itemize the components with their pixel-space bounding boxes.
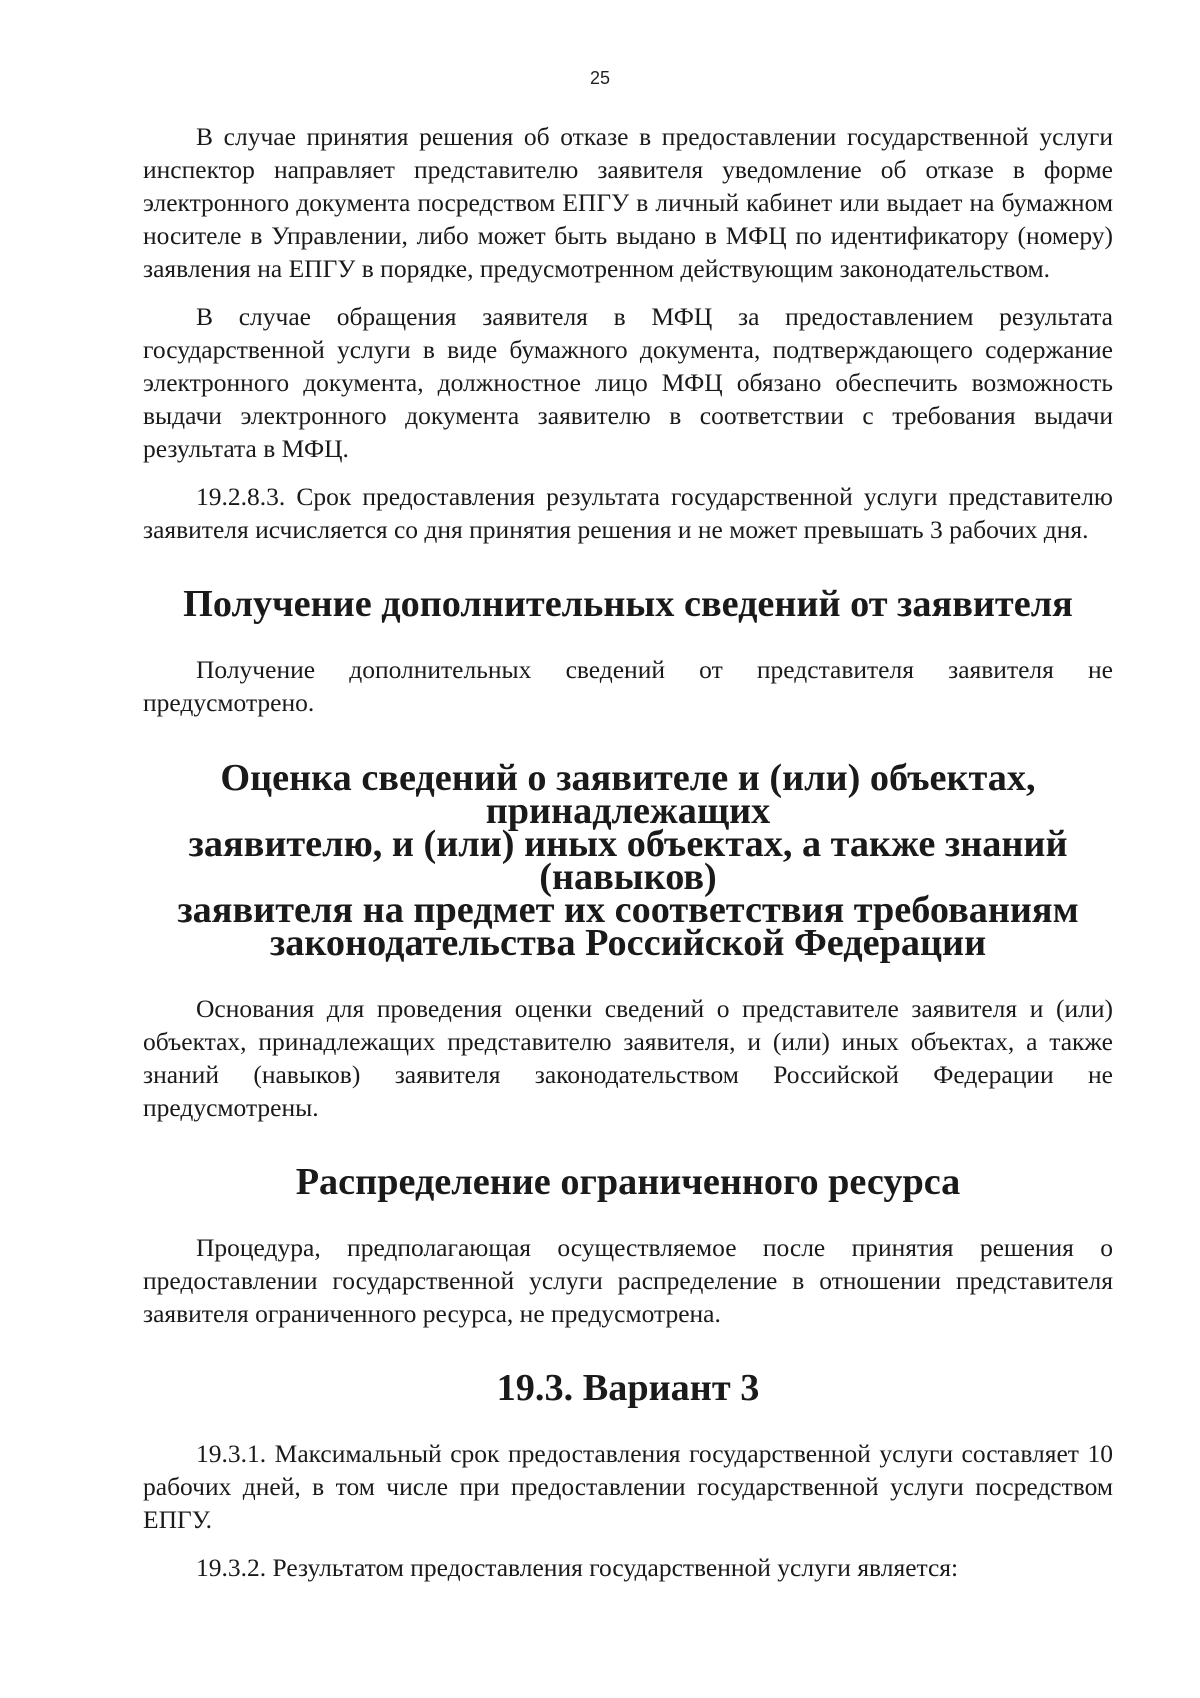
heading-resource-distribution: Распределение ограниченного ресурса bbox=[295, 1161, 961, 1203]
heading-additional-info: Получение дополнительных сведений от заявителя bbox=[183, 583, 1073, 625]
paragraph-additional-info: Получение дополнительных сведений от представителя заявителя не предусмотрено. bbox=[143, 655, 1113, 717]
paragraph-result-definition: 19.3.2. Результатом предоставления государственной услуги является: bbox=[196, 1553, 959, 1582]
heading-assessment-line: законодательства Российской Федерации bbox=[269, 922, 987, 964]
paragraph-result-deadline: 19.2.8.3. Срок предоставления результата государственной услуги представителю заявителя исчисляется со дня принятия решения и не может превышать 3 рабочих дня. bbox=[143, 482, 1113, 544]
paragraph-resource-distribution: Процедура, предполагающая осуществляемое после принятия решения о предоставлении государственной услуги распределение в отношении представителя заявителя ограниченного ресурса, не предусмотрена. bbox=[143, 1233, 1113, 1328]
paragraph-assessment: Основания для проведения оценки сведений о представителе заявителя и (или) объектах, принадлежащих представителю заявителя, и (или) иных объектах, а также знаний (навыков) заявителя законодательством Российской Федерации не предусмотрены. bbox=[143, 994, 1113, 1122]
document-body bbox=[143, 120, 1113, 1599]
heading-assessment-line: заявителю, и (или) иных объектах, а также знаний (навыков) bbox=[188, 823, 1068, 898]
paragraph-refusal-notice: В случае принятия решения об отказе в предоставлении государственной услуги инспектор направляет представителю заявителя уведомление об отказе в форме электронного документа посредством ЕПГУ в личный кабинет или выдает на бумажном носителе в Управлении, либо может быть выдано в МФЦ по идентификатору (номеру) заявления на ЕПГУ в порядке, предусмотренном действующим законодательством. bbox=[143, 122, 1113, 283]
heading-variant-3: 19.3. Вариант 3 bbox=[496, 1367, 760, 1409]
paragraph-mfc-paper-result: В случае обращения заявителя в МФЦ за предоставлением результата государственной услуги в виде бумажного документа, подтверждающего содержание электронного документа, должностное лицо МФЦ обязано обеспечить возможность выдачи электронного документа заявителю в соответствии с требования выдачи результата в МФЦ. bbox=[143, 302, 1113, 463]
heading-assessment-line: Оценка сведений о заявителе и (или) объектах, принадлежащих bbox=[220, 757, 1036, 832]
heading-assessment-line: заявителя на предмет их соответствия требованиям bbox=[177, 889, 1079, 931]
page-number: 25 bbox=[589, 68, 611, 88]
paragraph-max-term: 19.3.1. Максимальный срок предоставления государственной услуги составляет 10 рабочих дней, в том числе при предоставлении государственной услуги посредством ЕПГУ. bbox=[143, 1439, 1113, 1534]
heading-assessment bbox=[143, 734, 1113, 992]
